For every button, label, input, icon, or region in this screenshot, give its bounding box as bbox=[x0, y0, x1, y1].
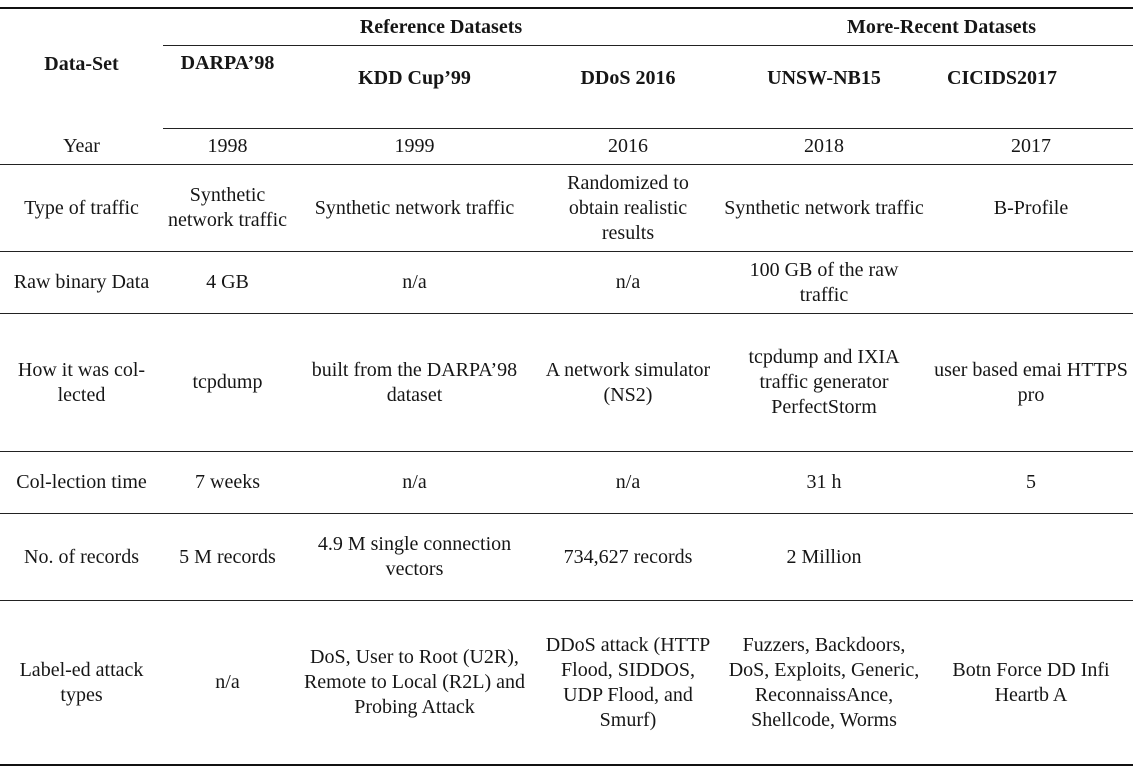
table-cell: Synthetic network traffic bbox=[292, 165, 537, 252]
table-cell: 2 Million bbox=[719, 514, 929, 601]
group-header-reference: Reference Datasets bbox=[163, 8, 719, 46]
table-cell: 1998 bbox=[163, 129, 292, 165]
table-cell: 1999 bbox=[292, 129, 537, 165]
table-cell: n/a bbox=[537, 252, 719, 314]
table-cell: 2018 bbox=[719, 129, 929, 165]
table-cell: 5 bbox=[929, 452, 1133, 514]
row-label-raw-data: Raw binary Data bbox=[0, 252, 163, 314]
table-cell: 4 GB bbox=[163, 252, 292, 314]
table-cell: 100 GB of the raw traffic bbox=[719, 252, 929, 314]
row-label-year: Year bbox=[0, 129, 163, 165]
table-cell: 7 weeks bbox=[163, 452, 292, 514]
table-cell: n/a bbox=[537, 452, 719, 514]
table-cell: 4.9 M single connection vectors bbox=[292, 514, 537, 601]
table-row bbox=[0, 165, 1133, 252]
table-cell: user based emai HTTPS pro bbox=[929, 314, 1133, 452]
corner-header: Data-Set bbox=[0, 8, 163, 129]
row-label-attack-types: Label-ed attack types bbox=[0, 601, 163, 766]
table-cell bbox=[929, 252, 1133, 314]
table-cell: Fuzzers, Backdoors, DoS, Exploits, Generic, ReconnaissAnce, Shellcode, Worms bbox=[719, 601, 929, 766]
row-label-collection-method: How it was col-lected bbox=[0, 314, 163, 452]
row-label-traffic-type: Type of traffic bbox=[0, 165, 163, 252]
column-header-darpa98: DARPA’98 bbox=[163, 46, 292, 129]
table-row bbox=[0, 514, 1133, 601]
table-cell: 2016 bbox=[537, 129, 719, 165]
column-header-cicids2017: CICIDS2017 bbox=[929, 46, 1133, 129]
table-cell bbox=[929, 514, 1133, 601]
table-row bbox=[0, 252, 1133, 314]
table-cell: n/a bbox=[292, 452, 537, 514]
table-row bbox=[0, 601, 1133, 766]
table-cell: n/a bbox=[163, 601, 292, 766]
table-cell: 2017 bbox=[929, 129, 1133, 165]
table-cell: 734,627 records bbox=[537, 514, 719, 601]
column-header-ddos2016: DDoS 2016 bbox=[537, 46, 719, 129]
table-cell: built from the DARPA’98 dataset bbox=[292, 314, 537, 452]
table-cell: B-Profile bbox=[929, 165, 1133, 252]
table-cell: tcpdump and IXIA traffic generator PerfectStorm bbox=[719, 314, 929, 452]
table-cell: n/a bbox=[292, 252, 537, 314]
table-row bbox=[0, 314, 1133, 452]
table-row bbox=[0, 129, 1133, 165]
header-group-row bbox=[0, 8, 1133, 46]
table-cell: tcpdump bbox=[163, 314, 292, 452]
row-label-record-count: No. of records bbox=[0, 514, 163, 601]
table-cell: Randomized to obtain realistic results bbox=[537, 165, 719, 252]
table-cell: DDoS attack (HTTP Flood, SIDDOS, UDP Flood, and Smurf) bbox=[537, 601, 719, 766]
table-cell: Botn Force DD Infi Heartb A bbox=[929, 601, 1133, 766]
table-cell: A network simulator (NS2) bbox=[537, 314, 719, 452]
table-cell: DoS, User to Root (U2R), Remote to Local (R2L) and Probing Attack bbox=[292, 601, 537, 766]
column-header-kddcup99: KDD Cup’99 bbox=[292, 46, 537, 129]
column-header-unsw-nb15: UNSW-NB15 bbox=[719, 46, 929, 129]
table-row bbox=[0, 452, 1133, 514]
table-cell: Synthetic network traffic bbox=[163, 165, 292, 252]
table-cell: 31 h bbox=[719, 452, 929, 514]
row-label-collection-time: Col-lection time bbox=[0, 452, 163, 514]
dataset-comparison-table bbox=[0, 7, 1133, 766]
group-header-recent: More-Recent Datasets bbox=[719, 8, 1133, 46]
table-cell: 5 M records bbox=[163, 514, 292, 601]
table-cell: Synthetic network traffic bbox=[719, 165, 929, 252]
header-columns-row bbox=[0, 46, 1133, 129]
